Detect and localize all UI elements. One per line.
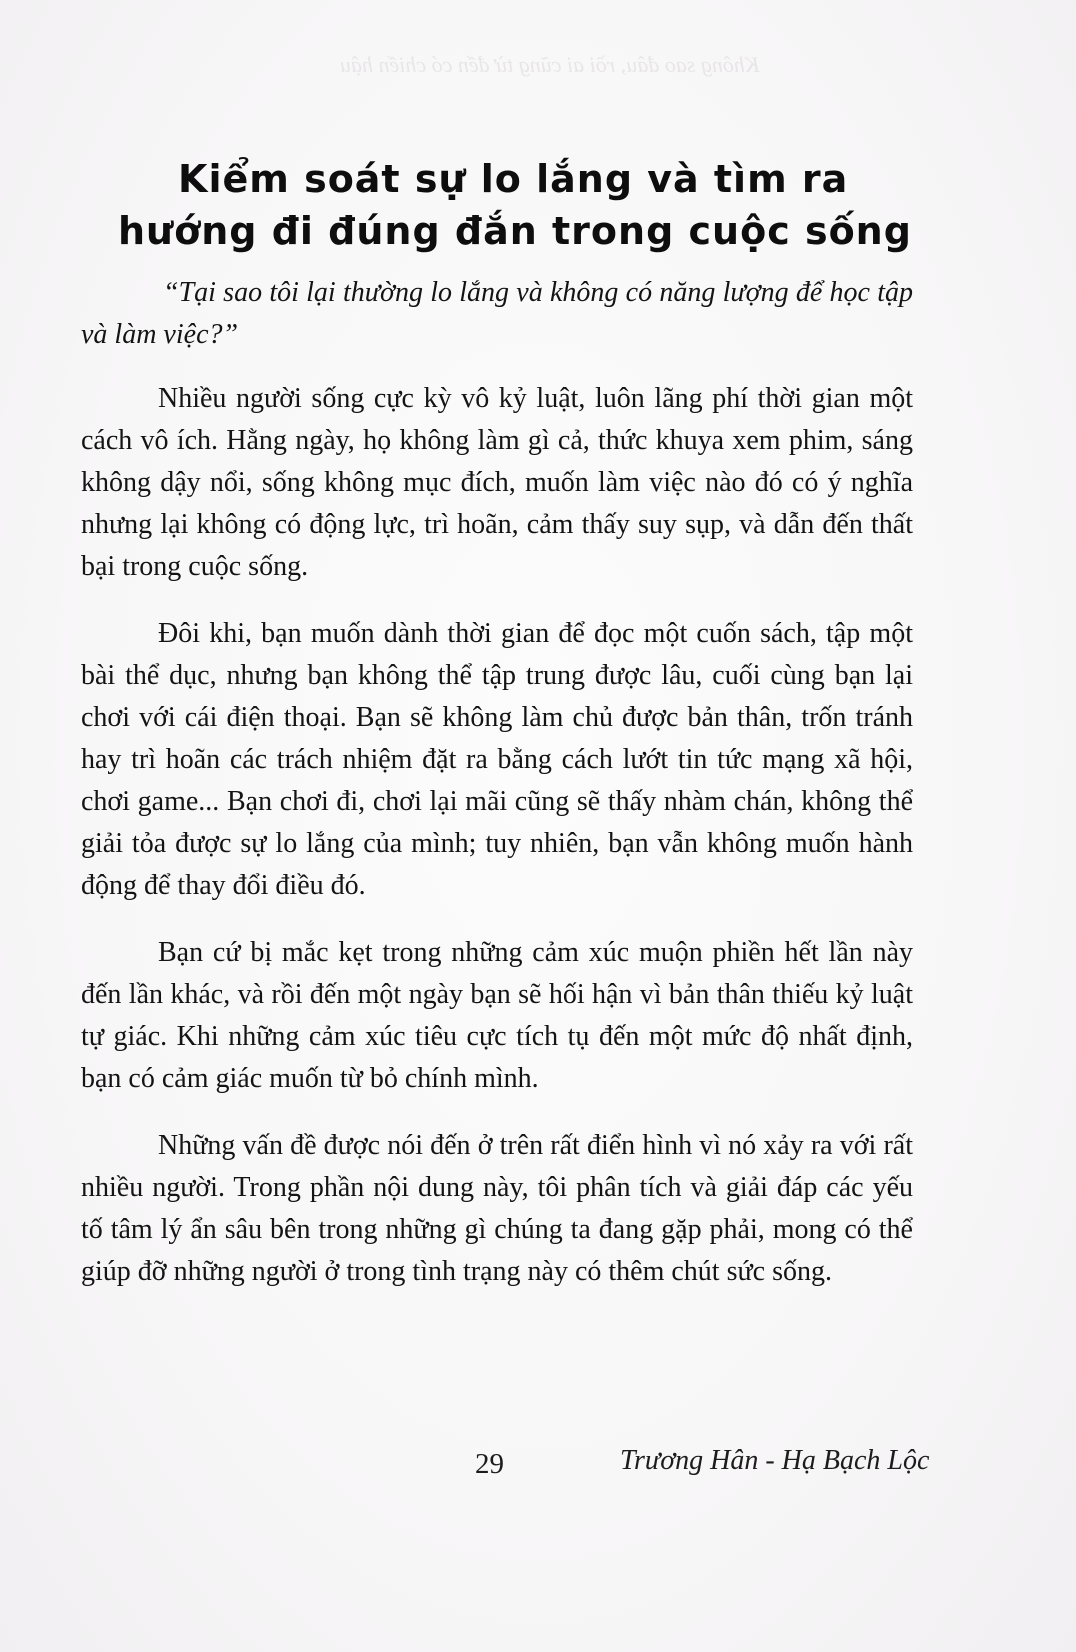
running-header-showthrough: Không sao đâu, rồi ai cũng từ đến có chiến hậu [340, 52, 760, 77]
paragraph-2: Đôi khi, bạn muốn dành thời gian để đọc một cuốn sách, tập một bài thể dục, nhưng bạn không thể tập trung được lâu, cuối cùng bạn lại chơi với cái điện thoại. Bạn sẽ không làm chủ được bản thân, trốn tránh hay trì hoãn các trách nhiệm đặt ra bằng cách lướt tin tức mạng xã hội, chơi game... Bạn chơi đi, chơi lại mãi cũng sẽ thấy nhàm chán, không thể giải tỏa được sự lo lắng của mình; tuy nhiên, bạn vẫn không muốn hành động để thay đổi điều đó. [81, 618, 913, 901]
paragraph-4: Những vấn đề được nói đến ở trên rất điển hình vì nó xảy ra với rất nhiều người. Trong phần nội dung này, tôi phân tích và giải đáp các yếu tố tâm lý ẩn sâu bên trong những gì chúng ta đang gặp phải, mong có thể giúp đỡ những người ở trong tình trạng này có thêm chút sức sống. [81, 1130, 913, 1287]
chapter-title [118, 153, 938, 257]
paragraph-3: Bạn cứ bị mắc kẹt trong những cảm xúc muộn phiền hết lần này đến lần khác, và rồi đến một ngày bạn sẽ hối hận vì bản thân thiếu kỷ luật tự giác. Khi những cảm xúc tiêu cực tích tụ đến một mức độ nhất định, bạn có cảm giác muốn từ bỏ chính mình. [81, 937, 913, 1094]
page-number: 29 [475, 1448, 504, 1480]
footer-author: Trương Hân - Hạ Bạch Lộc [620, 1445, 930, 1476]
body-text [81, 272, 913, 1318]
paragraph-1: Nhiều người sống cực kỳ vô kỷ luật, luôn lãng phí thời gian một cách vô ích. Hằng ngày, họ không làm gì cả, thức khuya xem phim, sáng không dậy nổi, sống không mục đích, muốn làm việc nào đó có ý nghĩa nhưng lại không có động lực, trì hoãn, cảm thấy suy sụp, và dẫn đến thất bại trong cuộc sống. [81, 383, 913, 582]
chapter-title-line-1: Kiểm soát sự lo lắng và tìm ra [178, 157, 849, 202]
chapter-title-line-2: hướng đi đúng đắn trong cuộc sống [118, 209, 912, 254]
epigraph-quote: “Tại sao tôi lại thường lo lắng và không có năng lượng để học tập và làm việc?” [81, 277, 913, 350]
